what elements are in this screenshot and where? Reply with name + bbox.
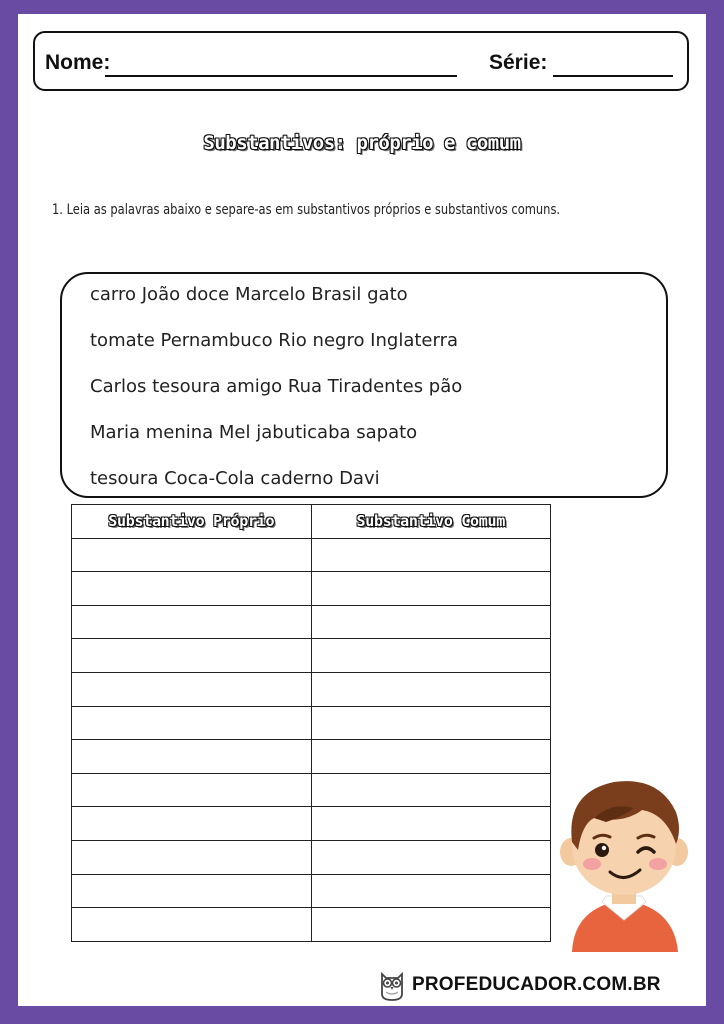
name-label: Nome: bbox=[45, 51, 111, 74]
proper-noun-cell[interactable] bbox=[72, 639, 312, 673]
common-noun-cell[interactable] bbox=[311, 605, 551, 639]
answer-table bbox=[71, 504, 551, 942]
site-url: PROFEDUCADOR.COM.BR bbox=[412, 974, 661, 995]
word-line-5: tesoura Coca-Cola caderno Davi bbox=[90, 468, 380, 489]
name-field[interactable] bbox=[105, 75, 457, 77]
common-noun-cell[interactable] bbox=[311, 773, 551, 807]
owl-logo-icon bbox=[378, 968, 406, 1002]
word-line-1: carro João doce Marcelo Brasil gato bbox=[90, 284, 408, 305]
common-noun-cell[interactable] bbox=[311, 740, 551, 774]
common-noun-cell[interactable] bbox=[311, 672, 551, 706]
answer-rows bbox=[72, 538, 551, 941]
proper-noun-column-header: Substantivo Próprio bbox=[72, 505, 312, 539]
table-row bbox=[72, 605, 551, 639]
table-row bbox=[72, 572, 551, 606]
winking-boy-illustration bbox=[554, 772, 694, 952]
table-row bbox=[72, 773, 551, 807]
proper-noun-cell[interactable] bbox=[72, 572, 312, 606]
table-row bbox=[72, 807, 551, 841]
worksheet-page bbox=[18, 14, 706, 1006]
word-bank-box bbox=[60, 272, 668, 498]
common-noun-cell[interactable] bbox=[311, 706, 551, 740]
student-info-box bbox=[33, 31, 689, 91]
proper-noun-cell[interactable] bbox=[72, 874, 312, 908]
common-noun-cell[interactable] bbox=[311, 840, 551, 874]
proper-noun-cell[interactable] bbox=[72, 908, 312, 942]
table-row bbox=[72, 840, 551, 874]
table-row bbox=[72, 908, 551, 942]
proper-noun-cell[interactable] bbox=[72, 740, 312, 774]
proper-noun-cell[interactable] bbox=[72, 538, 312, 572]
word-line-3: Carlos tesoura amigo Rua Tiradentes pão bbox=[90, 376, 463, 397]
proper-noun-cell[interactable] bbox=[72, 672, 312, 706]
table-row bbox=[72, 740, 551, 774]
word-line-4: Maria menina Mel jabuticaba sapato bbox=[90, 422, 418, 443]
common-noun-cell[interactable] bbox=[311, 908, 551, 942]
table-row bbox=[72, 874, 551, 908]
proper-noun-cell[interactable] bbox=[72, 605, 312, 639]
site-footer bbox=[378, 966, 661, 1004]
table-row bbox=[72, 538, 551, 572]
proper-noun-cell[interactable] bbox=[72, 773, 312, 807]
page-title: Substantivos: próprio e comum bbox=[203, 132, 521, 154]
table-row bbox=[72, 639, 551, 673]
exercise-instruction: 1. Leia as palavras abaixo e separe-as em substantivos próprios e substantivos comuns. bbox=[52, 202, 561, 218]
common-noun-cell[interactable] bbox=[311, 874, 551, 908]
table-row bbox=[72, 672, 551, 706]
table-row bbox=[72, 706, 551, 740]
common-noun-cell[interactable] bbox=[311, 572, 551, 606]
word-line-2: tomate Pernambuco Rio negro Inglaterra bbox=[90, 330, 459, 351]
common-noun-cell[interactable] bbox=[311, 639, 551, 673]
table-header-row bbox=[72, 505, 551, 539]
common-noun-column-header: Substantivo Comum bbox=[311, 505, 551, 539]
proper-noun-cell[interactable] bbox=[72, 840, 312, 874]
grade-label: Série: bbox=[489, 51, 548, 74]
proper-noun-cell[interactable] bbox=[72, 706, 312, 740]
common-noun-cell[interactable] bbox=[311, 807, 551, 841]
common-noun-cell[interactable] bbox=[311, 538, 551, 572]
proper-noun-cell[interactable] bbox=[72, 807, 312, 841]
grade-field[interactable] bbox=[553, 75, 673, 77]
